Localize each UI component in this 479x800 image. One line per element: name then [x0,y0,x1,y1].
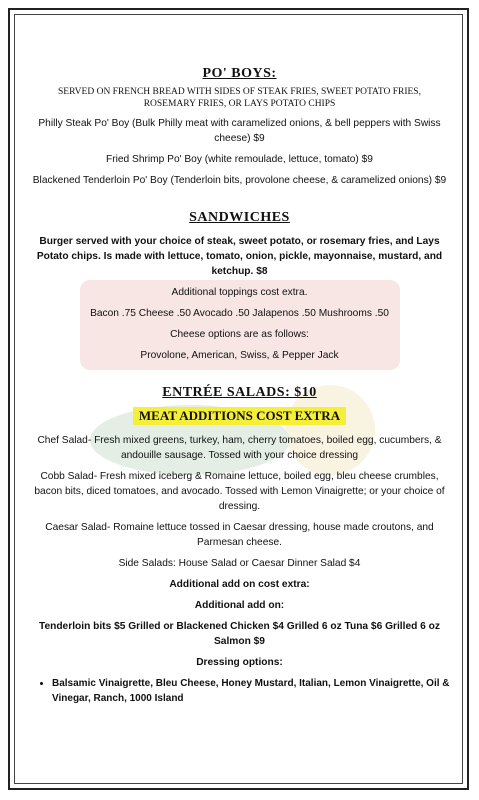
side-salads: Side Salads: House Salad or Caesar Dinner Salad $4 [118,558,361,569]
burger-description: Burger served with your choice of steak, sweet potato, or rosemary fries, and Lays Potato chips. Is made with lettuce, tomato, onion, pickle, mayonnaise, mustard, and ketchup. $8 [36,236,443,277]
salad-caesar: Caesar Salad- Romaine lettuce tossed in Caesar dressing, house made croutons, and Parmesan cheese. [45,522,434,548]
toppings-list: Bacon .75 Cheese .50 Avocado .50 Jalapenos .50 Mushrooms .50 [90,308,389,319]
salads-title: ENTRÉE SALADS: $10 [162,385,317,400]
addon-list: Tenderloin bits $5 Grilled or Blackened Chicken $4 Grilled 6 oz Tuna $6 Grilled 6 oz Salmon $9 [38,621,440,647]
addon-cost-note: Additional add on cost extra: [169,579,310,590]
cheese-note: Cheese options are as follows: [170,329,309,340]
addon-title: Additional add on: [194,600,285,611]
dressing-title: Dressing options: [196,657,283,668]
salad-cobb: Cobb Salad- Fresh mixed iceberg & Romaine lettuce, boiled egg, bleu cheese crumbles, bacon bits, diced tomatoes, and avocado. Tossed with Lemon Vinaigrette; or your choice of dressing. [34,471,445,512]
po-boys-title: PO' BOYS: [202,66,277,81]
po-boys-intro: SERVED ON FRENCH BREAD WITH SIDES OF STEAK FRIES, SWEET POTATO FRIES, ROSEMARY FRIES, OR LAYS POTATO CHIPS [58,87,421,109]
toppings-note: Additional toppings cost extra. [171,287,308,298]
meat-additions-note: MEAT ADDITIONS COST EXTRA [133,407,346,425]
salad-chef: Chef Salad- Fresh mixed greens, turkey, ham, cherry tomatoes, boiled egg, cucumbers, & andouille sausage. Tossed with your choice dressing [37,435,442,461]
menu-item-philly: Philly Steak Po' Boy (Bulk Philly meat with caramelized onions, & bell peppers with Swiss cheese) $9 [38,118,441,144]
dressing-list [24,676,455,706]
menu-item-tenderloin: Blackened Tenderloin Po' Boy (Tenderloin bits, provolone cheese, & caramelized onions) $9 [32,175,447,186]
cheese-list: Provolone, American, Swiss, & Pepper Jack [140,350,339,361]
menu-item-shrimp: Fried Shrimp Po' Boy (white remoulade, lettuce, tomato) $9 [106,154,373,165]
sandwiches-title: SANDWICHES [189,210,290,225]
menu-page [24,60,455,706]
dressing-options: • Balsamic Vinaigrette, Bleu Cheese, Honey Mustard, Italian, Lemon Vinaigrette, Oil & Vinegar, Ranch, 1000 Island [52,676,455,706]
